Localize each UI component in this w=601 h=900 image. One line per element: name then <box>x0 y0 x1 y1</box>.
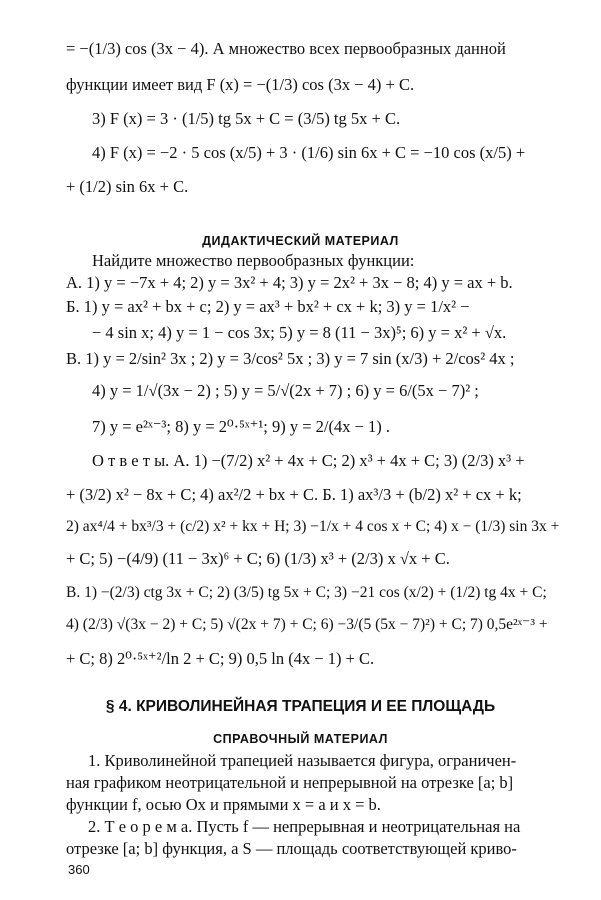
text-line: функции f, осью Ox и прямыми x = a и x = b. <box>66 795 381 814</box>
text-line: функции имеет вид F (x) = −(1/3) cos (3x − 4) + C. <box>66 75 415 94</box>
text-line: 2. Т е о р е м а. Пусть f — непрерывная и неотрицательная на <box>88 817 521 836</box>
text-line: + C; 8) 2⁰·⁵ˣ⁺²/ln 2 + C; 9) 0,5 ln (4x − 1) + C. <box>66 649 375 668</box>
text-line: + C; 5) −(4/9) (11 − 3x)⁶ + C; 6) (1/3) x³ + (2/3) x √x + C. <box>66 549 450 568</box>
text-line: + (1/2) sin 6x + C. <box>66 177 189 196</box>
text-line: 3) F (x) = 3 · (1/5) tg 5x + C = (3/5) tg 5x + C. <box>92 109 401 128</box>
text-line: 4) F (x) = −2 · 5 cos (x/5) + 3 · (1/6) sin 6x + C = −10 cos (x/5) + <box>92 143 526 162</box>
text-line: + (3/2) x² − 8x + C; 4) ax²/2 + bx + C. Б. 1) ax³/3 + (b/2) x² + cx + k; <box>66 485 522 504</box>
text-line: отрезке [a; b] функция, а S — площадь соответствующей криво- <box>66 839 517 858</box>
text-line: А. 1) y = −7x + 4; 2) y = 3x² + 4; 3) y = 2x² + 3x − 8; 4) y = ax + b. <box>66 273 513 292</box>
text-line: 2) ax⁴/4 + bx³/3 + (c/2) x² + kx + H; 3) −1/x + 4 cos x + C; 4) x − (1/3) sin 3x + <box>66 518 560 535</box>
text-line: Найдите множество первообразных функции: <box>92 251 415 270</box>
text-line: Б. 1) y = ax² + bx + c; 2) y = ax³ + bx² + cx + k; 3) y = 1/x² − <box>66 297 470 316</box>
page-number: 360 <box>68 862 90 877</box>
text-line: О т в е т ы. А. 1) −(7/2) x² + 4x + C; 2) x³ + 4x + C; 3) (2/3) x³ + <box>92 451 525 470</box>
text-line: 1. Криволинейной трапецией называется фигура, ограничен- <box>88 751 517 770</box>
text-line: ная графиком неотрицательной и непрерывной на отрезке [a; b] <box>66 773 514 792</box>
text-line: В. 1) y = 2/sin² 3x ; 2) y = 3/cos² 5x ; 3) y = 7 sin (x/3) + 2/cos² 4x ; <box>66 349 515 368</box>
text-line: − 4 sin x; 4) y = 1 − cos 3x; 5) y = 8 (11 − 3x)⁵; 6) y = x² + √x. <box>92 323 507 342</box>
section-heading: СПРАВОЧНЫЙ МАТЕРИАЛ <box>213 732 388 746</box>
text-line: В. 1) −(2/3) ctg 3x + C; 2) (3/5) tg 5x + C; 3) −21 cos (x/2) + (1/2) tg 4x + C; <box>66 584 547 601</box>
text-line: 4) (2/3) √(3x − 2) + C; 5) √(2x + 7) + C; 6) −3/(5 (5x − 7)²) + C; 7) 0,5e²ˣ⁻³ + <box>66 616 548 633</box>
section-heading: ДИДАКТИЧЕСКИЙ МАТЕРИАЛ <box>202 234 399 248</box>
text-line: 7) y = e²ˣ⁻³; 8) y = 2⁰·⁵ˣ⁺¹; 9) y = 2/(4x − 1) . <box>92 417 391 436</box>
chapter-heading: § 4. КРИВОЛИНЕЙНАЯ ТРАПЕЦИЯ И ЕЕ ПЛОЩАДЬ <box>105 698 496 715</box>
text-line: 4) y = 1/√(3x − 2) ; 5) y = 5/√(2x + 7) ; 6) y = 6/(5x − 7)² ; <box>92 381 479 400</box>
text-line: = −(1/3) cos (3x − 4). А множество всех первообразных данной <box>66 39 506 58</box>
